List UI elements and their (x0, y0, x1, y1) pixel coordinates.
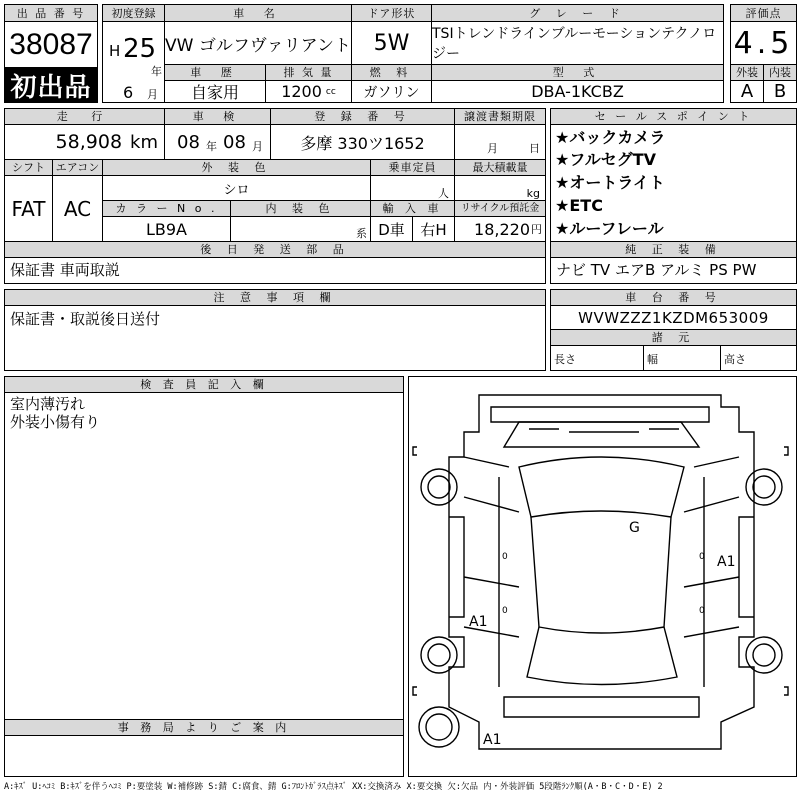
recycle-amount: 18,220 (474, 219, 530, 239)
chassis-label: 車 台 番 号 (550, 289, 797, 306)
history: 自家用 (190, 83, 239, 102)
inspection-year: 08 (177, 132, 200, 153)
interior-color-cell (230, 216, 371, 242)
capacity-unit: 人 (438, 187, 449, 200)
mileage-cell (4, 124, 165, 160)
fuel: ガソリン (363, 84, 420, 101)
shift: FAT (11, 196, 46, 221)
score-cell (730, 21, 797, 65)
model-code: DBA-1KCBZ (531, 82, 624, 101)
mileage: 58,908 (55, 131, 123, 153)
interior-color-unit: 系 (356, 227, 367, 240)
row2-block (4, 108, 797, 242)
inspector-label: 検 査 員 記 入 欄 (4, 376, 404, 393)
grade: TSIトレンドラインブルーモーションテクノロジー (432, 26, 717, 62)
car-name: VW ゴルフヴァリアント (165, 35, 351, 56)
notes-box (4, 305, 546, 371)
reg-year: 25 (123, 34, 157, 64)
width-cell (643, 345, 721, 371)
displacement-cell (265, 80, 352, 103)
history-cell (164, 80, 266, 103)
color-no: LB9A (145, 219, 187, 239)
transfer-month-unit: 月 (487, 142, 498, 155)
inspection-year-unit: 年 (206, 140, 217, 153)
zero-mark-1: 0 (502, 552, 508, 562)
color-no-cell (102, 216, 231, 242)
lot-number: 38087 (9, 27, 93, 61)
transfer-label: 譲渡書類期限 (454, 108, 546, 125)
fuel-cell (351, 80, 432, 103)
zero-mark-4: 0 (699, 606, 705, 616)
equipment-text: ナビ TV エアB アルミ PS PW (556, 261, 757, 279)
zero-mark-2: 0 (699, 552, 705, 562)
specs-label: 諸 元 (550, 329, 797, 346)
selling-points-label: セ ー ル ス ポ イ ン ト (550, 108, 797, 125)
height-cell (720, 345, 797, 371)
office-label: 事 務 局 よ り ご 案 内 (4, 719, 404, 736)
inspection-month: 08 (223, 132, 246, 153)
transfer-cell (454, 124, 546, 160)
displacement: 1200 (281, 82, 322, 101)
max-load-cell (454, 175, 546, 201)
shift-cell (4, 175, 53, 242)
max-load-unit: kg (526, 187, 540, 200)
lot-number-cell (4, 21, 98, 68)
selling-point-2: ★フルセグTV (555, 150, 657, 169)
grade-label: グ レ ー ド (431, 4, 724, 22)
year-unit: 年 (151, 65, 162, 78)
era-prefix: H (109, 42, 121, 60)
import-type: D車 (378, 220, 405, 239)
plate-cell (270, 124, 455, 160)
car-name-label: 車 名 (164, 4, 352, 22)
equipment-label: 純 正 装 備 (550, 241, 797, 258)
mileage-label: 走 行 (4, 108, 165, 125)
reg-month: 6 (123, 83, 134, 102)
door-label: ドア形状 (351, 4, 432, 22)
inspector-line-2: 外装小傷有り (10, 413, 101, 431)
transfer-day-unit: 日 (529, 142, 540, 155)
shift-label: シフト (4, 159, 53, 176)
height-label: 高さ (724, 353, 746, 366)
max-load-label: 最大積載量 (454, 159, 546, 176)
vin: WVWZZZ1KZDM653009 (578, 308, 769, 327)
legend: A:ｷｽﾞ U:ﾍｺﾐ B:ｷｽﾞを伴うﾍｺﾐ P:要塗装 W:補修跡 S:錆 C:腐食、錆 G:ﾌﾛﾝﾄｶﾞﾗｽ点ｷｽﾞ XX:交換済み X:要交換 欠:欠品 内・外装評価 5段階ﾗﾝｸ順(A・B・C・D・E) 2 (4, 782, 663, 792)
notes-text: 保証書・取説後日送付 (10, 310, 161, 328)
displacement-unit: cc (325, 86, 336, 97)
zero-mark-3: 0 (502, 606, 508, 616)
width-label: 幅 (647, 353, 658, 366)
car-diagram (409, 377, 796, 776)
header-block (4, 4, 797, 102)
selling-point-5: ★ルーフレール (555, 219, 664, 238)
mark-a1-rear: A1 (483, 732, 502, 748)
recycle-label: リサイクル預託金 (454, 200, 546, 217)
steering: 右H (420, 220, 447, 239)
selling-point-3: ★オートライト (555, 173, 665, 192)
model-label: 型 式 (431, 64, 724, 81)
history-label: 車 歴 (164, 64, 266, 81)
score-label: 評価点 (730, 4, 797, 22)
mark-g: G (629, 520, 640, 536)
exterior-color-label: 外 装 色 (102, 159, 371, 176)
inspection-label: 車 検 (164, 108, 271, 125)
notes-label: 注 意 事 項 欄 (4, 289, 546, 306)
recycle-cell (454, 216, 546, 242)
later-parts-label: 後 日 発 送 部 品 (4, 241, 546, 258)
inspection-month-unit: 月 (252, 140, 263, 153)
selling-points-box (550, 124, 797, 242)
car-diagram-box (408, 376, 797, 777)
capacity-cell (370, 175, 455, 201)
import-label: 輸 入 車 (370, 200, 455, 217)
door-cell (351, 21, 432, 65)
length-label: 長さ (554, 353, 576, 366)
score: 4.5 (733, 25, 794, 61)
later-parts-text: 保証書 車両取説 (10, 261, 120, 279)
first-reg-cell (102, 21, 165, 103)
color-no-label: カ ラ ー N o . (102, 200, 231, 217)
ac-cell (52, 175, 103, 242)
fuel-label: 燃 料 (351, 64, 432, 81)
length-cell (550, 345, 644, 371)
displacement-label: 排 気 量 (265, 64, 352, 81)
exterior-grade-cell (730, 80, 764, 103)
recycle-unit: 円 (531, 223, 542, 236)
exterior-color-cell (102, 175, 371, 201)
office-box (4, 735, 404, 777)
month-unit: 月 (147, 88, 158, 101)
inspector-line-1: 室内薄汚れ (10, 395, 86, 413)
exterior-color: シロ (223, 182, 250, 198)
exterior-grade-label: 外装 (730, 64, 764, 81)
capacity-label: 乗車定員 (370, 159, 455, 176)
grade-cell (431, 21, 724, 65)
exterior-grade: A (740, 81, 754, 102)
mark-a1-left: A1 (469, 614, 488, 630)
door-type: 5W (373, 30, 410, 56)
selling-point-1: ★バックカメラ (555, 128, 666, 147)
interior-color-label: 内 装 色 (230, 200, 371, 217)
mark-a1-right: A1 (717, 554, 736, 570)
mileage-unit: km (130, 131, 158, 153)
interior-grade: B (773, 81, 787, 102)
selling-point-4: ★ETC (555, 196, 603, 215)
later-parts-box (4, 257, 546, 284)
first-listing-text: 初出品 (10, 72, 92, 103)
interior-grade-cell (763, 80, 797, 103)
ac: AC (63, 196, 92, 221)
model-cell (431, 80, 724, 103)
first-reg-label: 初度登録 (102, 4, 165, 22)
first-listing-badge (4, 67, 98, 103)
equipment-box (550, 257, 797, 284)
plate: 多摩 330ツ1652 (300, 133, 425, 153)
import-type-cell (370, 216, 413, 242)
steering-cell (412, 216, 455, 242)
plate-label: 登 録 番 号 (270, 108, 455, 125)
ac-label: エアコン (52, 159, 103, 176)
inspector-box (4, 392, 404, 720)
vin-cell (550, 305, 797, 330)
car-name-cell (164, 21, 352, 65)
lot-number-label: 出 品 番 号 (4, 4, 98, 22)
interior-grade-label: 内装 (763, 64, 797, 81)
inspection-cell (164, 124, 271, 160)
